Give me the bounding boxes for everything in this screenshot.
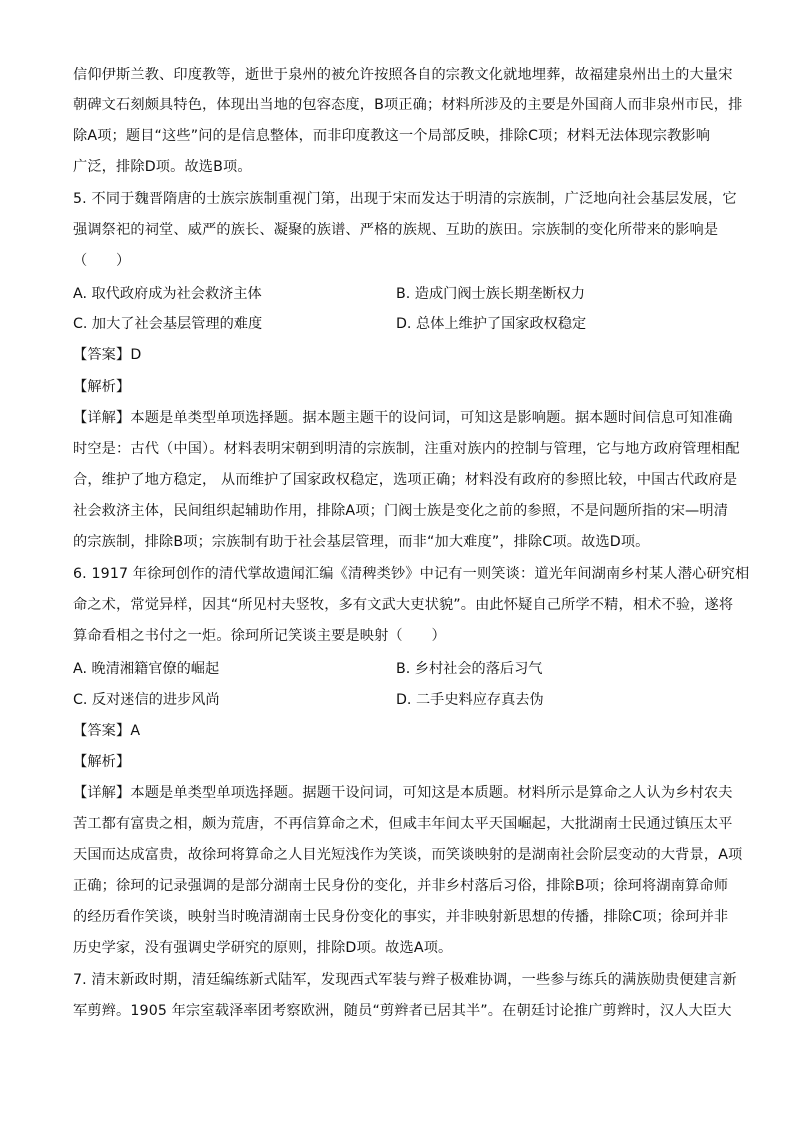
- q4-tail-line: 信仰伊斯兰教、印度教等，逝世于泉州的被允许按照各自的宗教文化就地埋葬，故福建泉州出土的大量宋: [73, 67, 733, 83]
- q5-detail-line: 时空是：古代（中国）。材料表明宋朝到明清的宗族制，注重对族内的控制与管理，它与地方政府管理相配: [73, 441, 740, 457]
- q5-detail-line: 【详解】本题是单类型单项选择题。据本题主题干的设问词，可知这是影响题。据本题时间信息可知准确: [73, 410, 733, 426]
- q6-answer: 【答案】A: [73, 723, 141, 739]
- q5-stem-line: （ ）: [73, 253, 131, 269]
- q6-option-c: C. 反对迷信的进步风尚: [73, 692, 220, 708]
- q6-detail-line: 历史学家，没有强调史学研究的原则，排除D项。故选A项。: [73, 940, 453, 956]
- q6-option-b: B. 乡村社会的落后习气: [396, 661, 543, 677]
- q5-detail-line: 社会救济主体，民间组织起辅助作用，排除A项；门阀士族是变化之前的参照，不是问题所指的宋—明清: [73, 503, 729, 519]
- q7-stem-line: 军剪辫。1905 年宗室载泽率团考察欧洲，随员“剪辫者已居其半”。在朝廷讨论推广剪辫时，汉人大臣大: [73, 1003, 732, 1019]
- q5-option-d: D. 总体上维护了国家政权稳定: [396, 316, 587, 332]
- q7-stem-line: 7. 清末新政时期，清廷编练新式陆军，发现西式军装与辫子极难协调，一些参与练兵的满族勋贵便建言新: [73, 972, 737, 988]
- q4-tail-line: 除A项；题目“这些”问的是信息整体，而非印度教这一个局部反映，排除C项；材料无法体现宗教影响: [73, 128, 711, 144]
- q6-detail-line: 天国而达成富贵，故徐珂将算命之人目光短浅作为笑谈，而笑谈映射的是湖南社会阶层变动的大背景，A项: [73, 847, 743, 863]
- q6-detail-line: 正确；徐珂的记录强调的是部分湖南士民身份的变化，并非乡村落后习俗，排除B项；徐珂将湖南算命师: [73, 878, 729, 894]
- q4-tail-line: 朝碑文石刻颇具特色，体现出当地的包容态度，B项正确；材料所涉及的主要是外国商人而非泉州市民，排: [73, 97, 743, 113]
- q6-stem-line: 算命看相之书付之一炬。徐珂所记笑谈主要是映射（ ）: [73, 628, 446, 644]
- q6-option-a: A. 晚清湘籍官僚的崛起: [73, 661, 220, 677]
- q6-stem-line: 命之术，常觉异样，因其“所见村夫竖牧，多有文武大吏状貌”。由此怀疑自己所学不精，相术不验，遂将: [73, 597, 734, 613]
- q6-detail-line: 苦工都有富贵之相，颇为荒唐，不再信算命之术，但咸丰年间太平天国崛起，大批湖南士民通过镇压太平: [73, 816, 733, 832]
- q6-option-d: D. 二手史料应存真去伪: [396, 692, 544, 708]
- q5-stem-line: 强调祭祀的祠堂、威严的族长、凝聚的族谱、严格的族规、互助的族田。宗族制的变化所带来的影响是: [73, 222, 719, 238]
- q6-detail-line: 的经历看作笑谈，映射当时晚清湖南士民身份变化的事实，并非映射新思想的传播，排除C项；徐珂并非: [73, 909, 729, 925]
- q5-detail-line: 的宗族制，排除B项；宗族制有助于社会基层管理，而非“加大难度”，排除C项。故选D项。: [73, 534, 650, 550]
- q6-analysis-label: 【解析】: [73, 754, 131, 770]
- q4-tail-line: 广泛，排除D项。故选B项。: [73, 159, 252, 175]
- q5-stem-line: 5. 不同于魏晋隋唐的士族宗族制重视门第，出现于宋而发达于明清的宗族制，广泛地向社会基层发展，它: [73, 191, 737, 207]
- q5-answer: 【答案】D: [73, 347, 142, 363]
- q5-detail-line: 合，维护了地方稳定， 从而维护了国家政权稳定，选项正确；材料没有政府的参照比较，中国古代政府是: [73, 472, 738, 488]
- q5-option-b: B. 造成门阀士族长期垄断权力: [396, 286, 586, 302]
- q6-stem-line: 6. 1917 年徐珂创作的清代掌故遗闻汇编《清稗类钞》中记有一则笑谈：道光年间湖南乡村某人潜心研究相: [73, 566, 750, 582]
- q5-option-c: C. 加大了社会基层管理的难度: [73, 316, 263, 332]
- q6-detail-line: 【详解】本题是单类型单项选择题。据题干设问词，可知这是本质题。材料所示是算命之人认为乡村农夫: [73, 785, 733, 801]
- q5-option-a: A. 取代政府成为社会救济主体: [73, 286, 262, 302]
- q5-analysis-label: 【解析】: [73, 379, 131, 395]
